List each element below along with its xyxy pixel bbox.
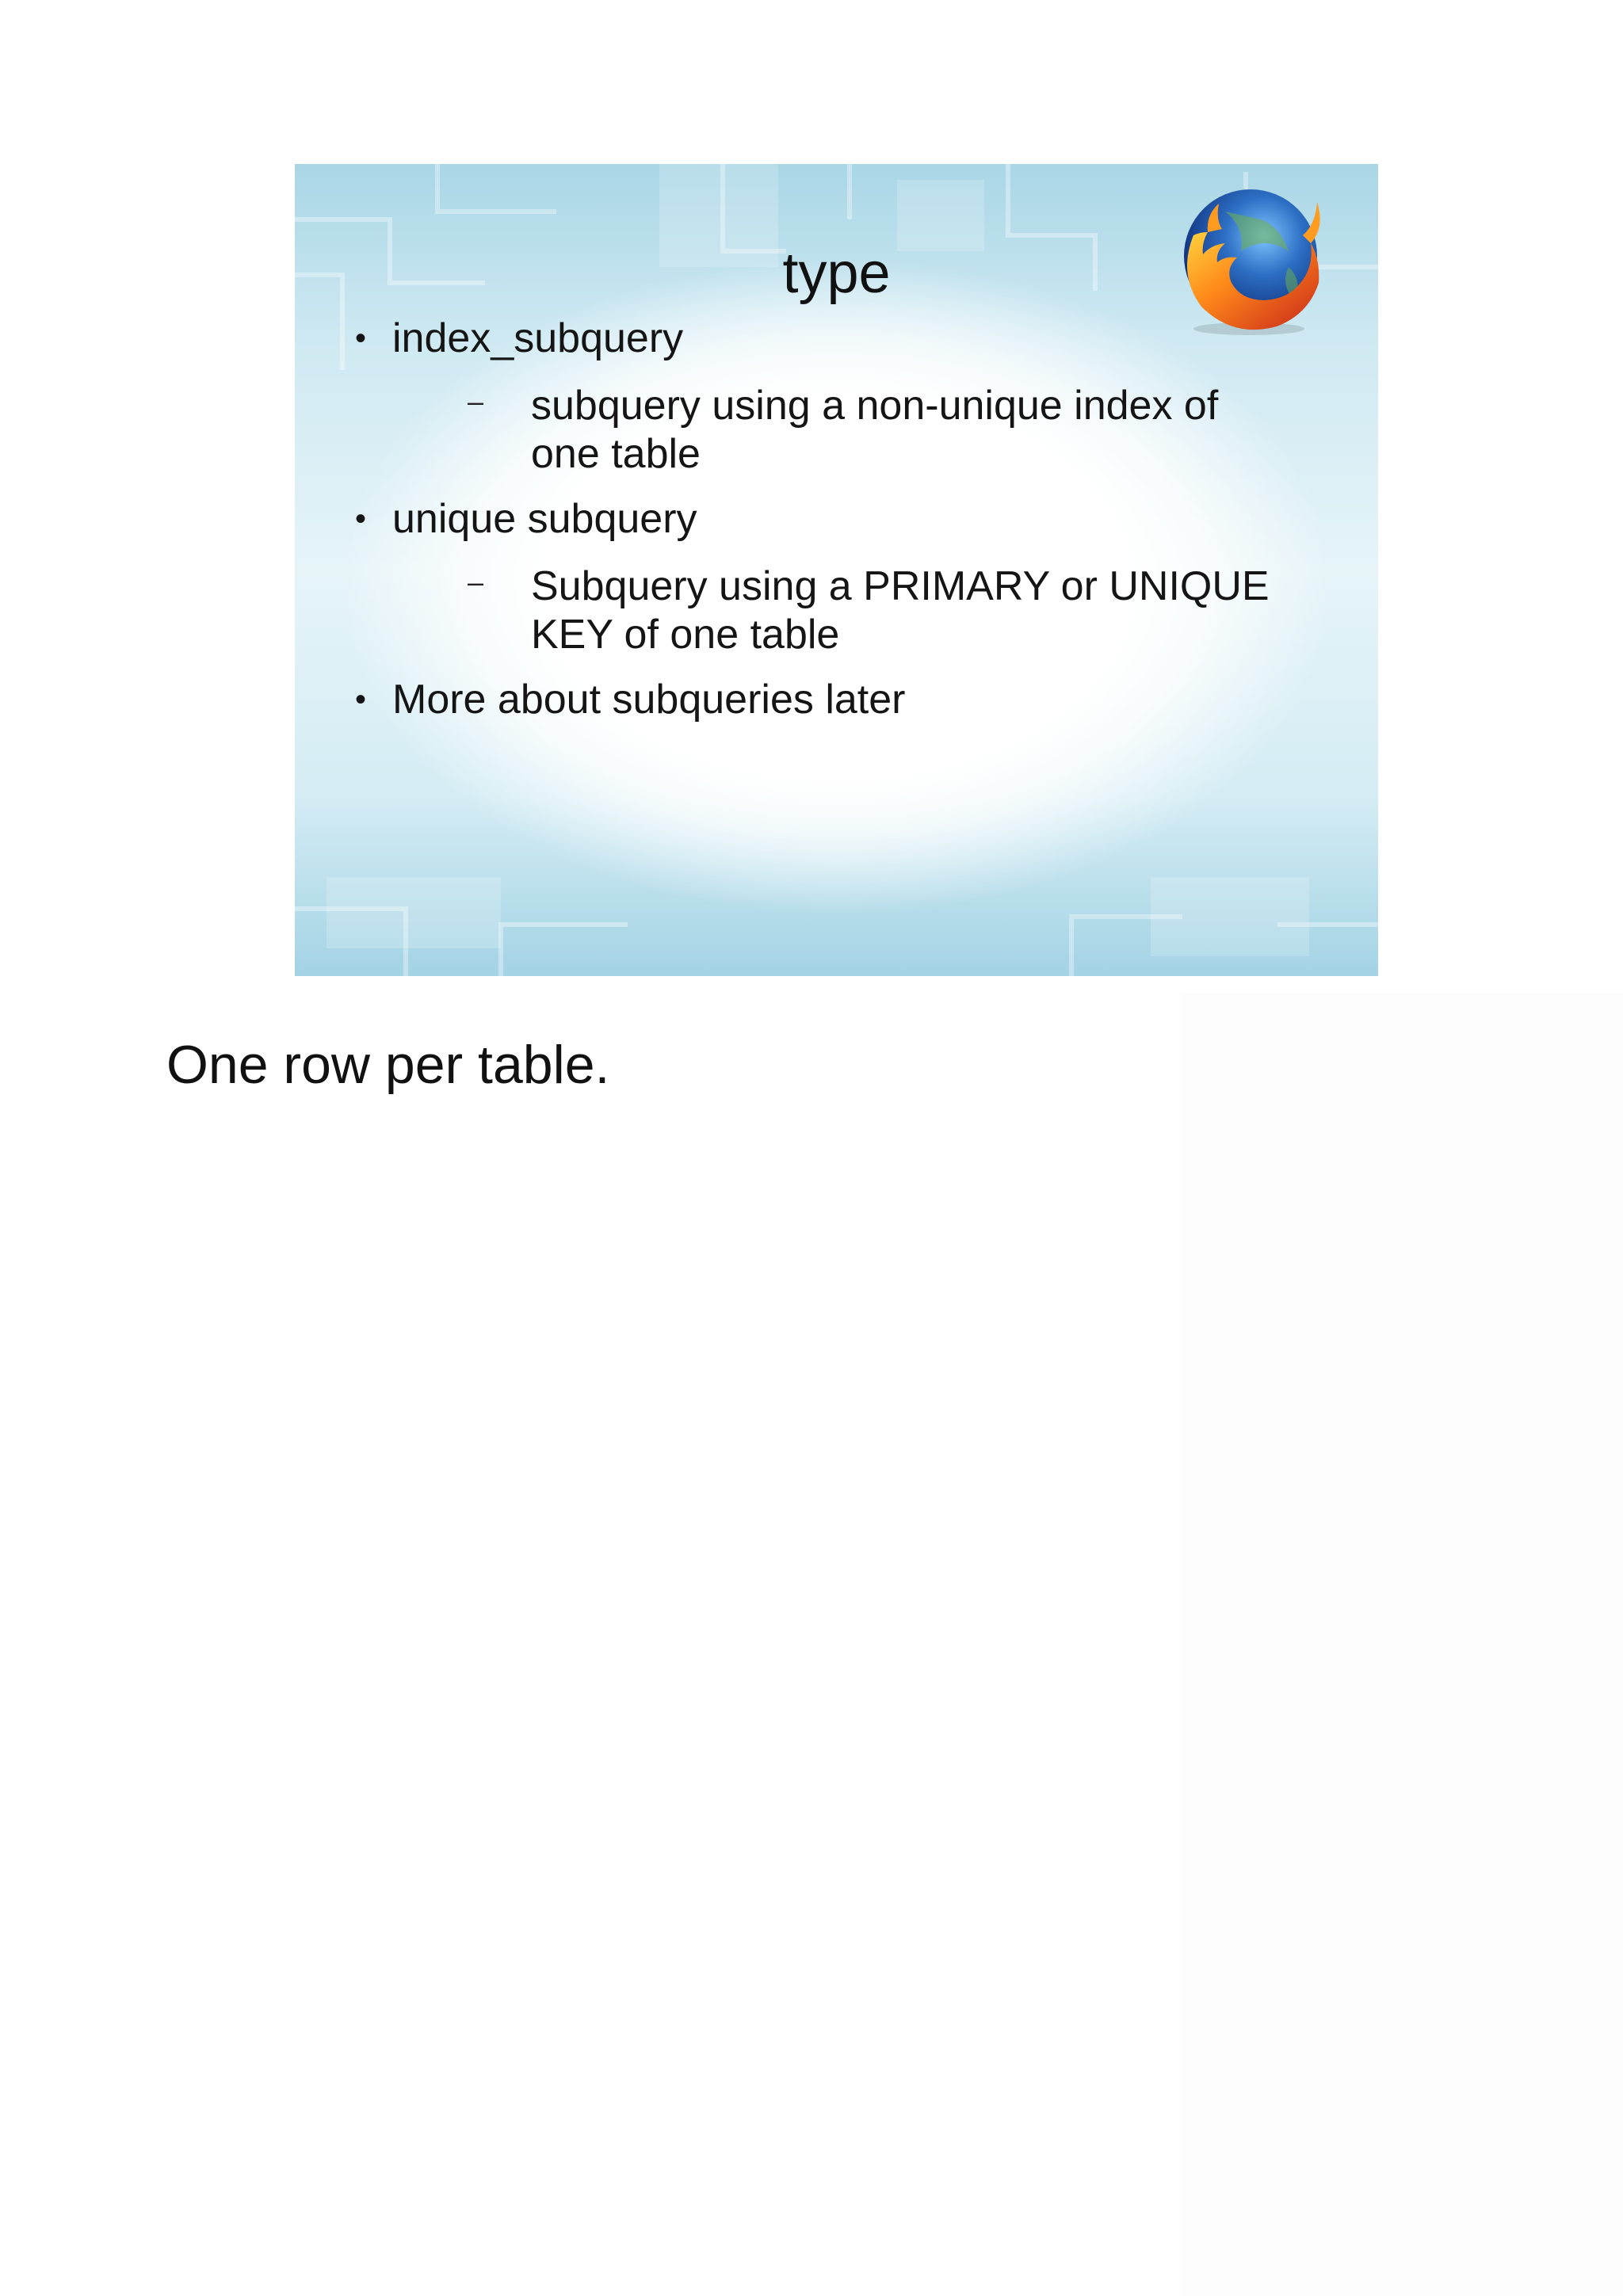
slide-image [295, 164, 1378, 976]
speaker-note: One row per table. [166, 1035, 610, 1095]
sub-bullet-marker: – [468, 385, 484, 418]
firefox-logo-icon [1170, 180, 1328, 338]
page-background-panel [1181, 994, 1623, 2296]
sub-bullet-line: Subquery using a PRIMARY or UNIQUE [531, 563, 1270, 609]
bullet-marker: • [355, 321, 367, 356]
bullet-marker: • [355, 502, 367, 536]
bullet-unique-subquery: unique subquery [392, 496, 697, 542]
sub-bullet-line: subquery using a non-unique index of [531, 383, 1219, 429]
bullet-marker: • [355, 682, 367, 717]
bullet-index-subquery: index_subquery [392, 315, 684, 361]
sub-bullet-marker: – [468, 566, 484, 598]
slide-title: type [782, 242, 891, 305]
sub-bullet-line: one table [531, 431, 701, 477]
bullet-more-about-subqueries: More about subqueries later [392, 677, 906, 723]
sub-bullet-line: KEY of one table [531, 612, 840, 658]
